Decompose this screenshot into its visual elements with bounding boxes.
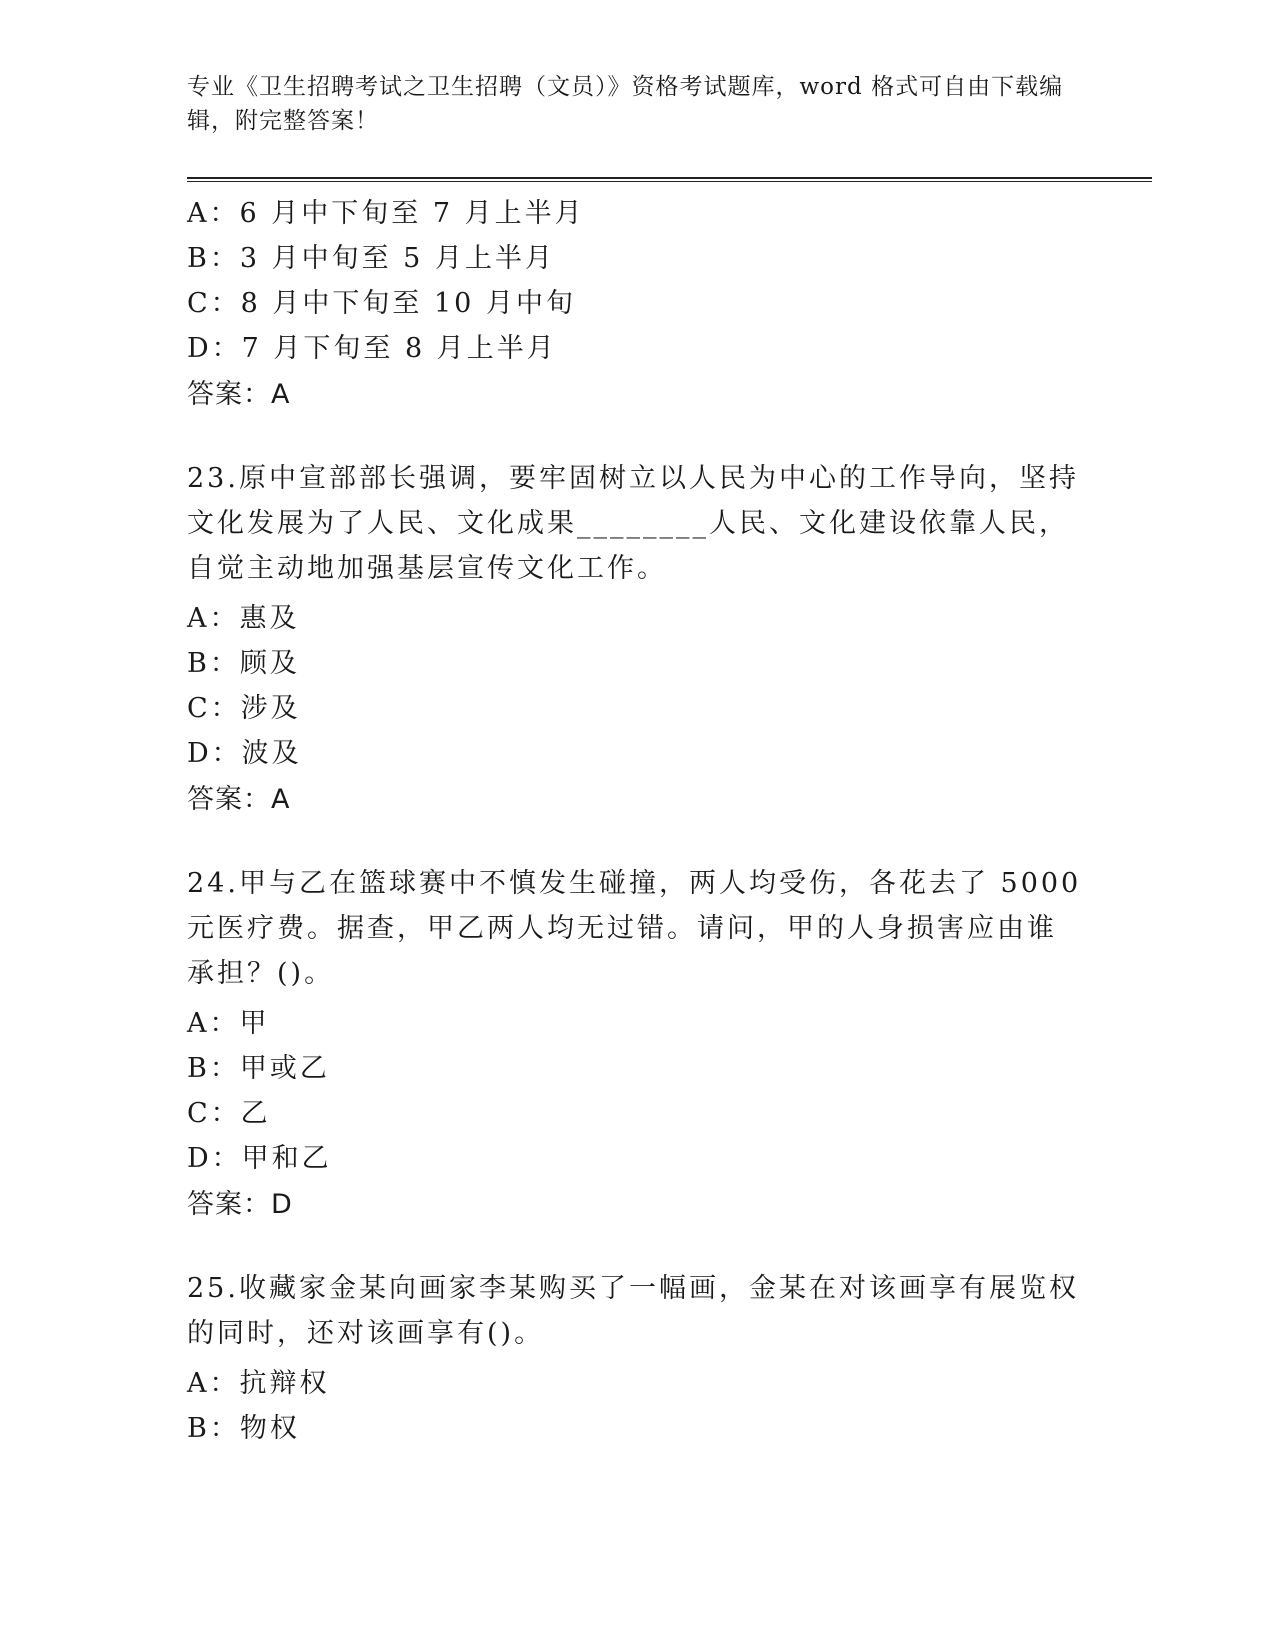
q25-option-b: B：物权 [187, 1413, 300, 1444]
q22-answer: 答案：A [187, 379, 291, 410]
q23-stem: 23.原中宣部部长强调，要牢固树立以人民为中心的工作导向，坚持文化发展为了人民、文化成果________人民、文化建设依靠人民，自觉主动地加强基层宣传文化工作。 [187, 463, 1079, 584]
q23-option-c: C：涉及 [187, 693, 301, 724]
q23-answer: 答案：A [187, 784, 291, 815]
q23-option-b: B：顾及 [187, 648, 300, 679]
q23-option-a: A：惠及 [187, 603, 300, 634]
q24-answer: 答案：D [187, 1189, 293, 1220]
q24-option-a: A：甲 [187, 1008, 270, 1039]
document-header: 专业《卫生招聘考试之卫生招聘（文员）》资格考试题库，word 格式可自由下载编辑，附完整答案！ [187, 74, 1064, 134]
q24-option-c: C：乙 [187, 1098, 271, 1129]
q24-option-b: B：甲或乙 [187, 1053, 330, 1084]
q25-stem: 25.收藏家金某向画家李某购买了一幅画，金某在对该画享有展览权的同时，还对该画享有()。 [187, 1273, 1079, 1349]
q22-option-a: A：6 月中下旬至 7 月上半月 [187, 198, 585, 229]
q22-option-c: C：8 月中下旬至 10 月中旬 [187, 288, 576, 319]
header-rule-thin [187, 181, 1152, 182]
q22-option-d: D：7 月下旬至 8 月上半月 [187, 333, 557, 364]
header-rule-thick [187, 177, 1152, 179]
q22-option-b: B：3 月中旬至 5 月上半月 [187, 243, 555, 274]
q25-option-a: A：抗辩权 [187, 1368, 330, 1399]
q24-option-d: D：甲和乙 [187, 1143, 332, 1174]
q23-option-d: D：波及 [187, 738, 302, 769]
q24-stem: 24.甲与乙在篮球赛中不慎发生碰撞，两人均受伤，各花去了 5000 元医疗费。据查，甲乙两人均无过错。请问，甲的人身损害应由谁承担？()。 [187, 868, 1082, 989]
